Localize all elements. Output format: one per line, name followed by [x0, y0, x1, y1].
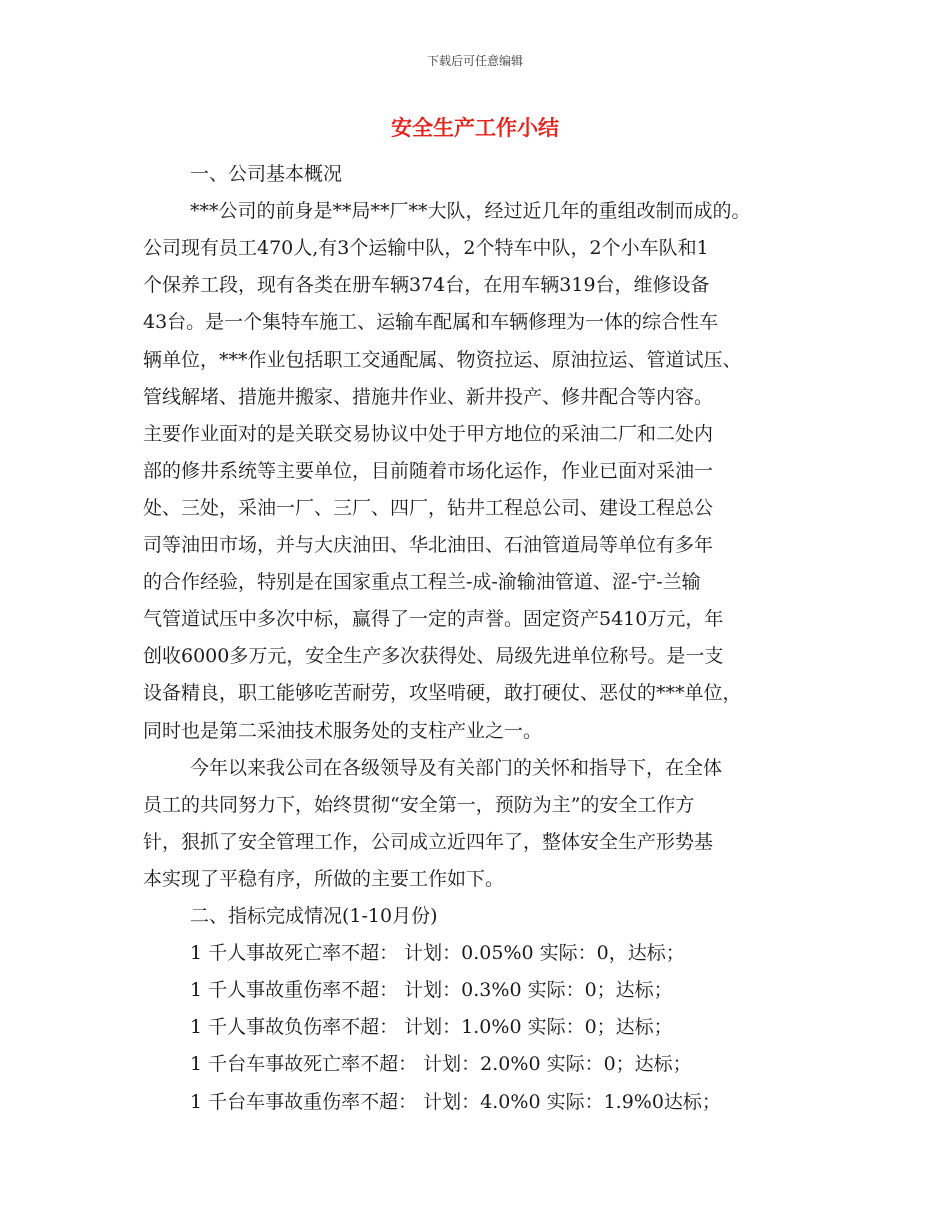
text-line: 处、三处，采油一厂、三厂、四厂，钻井工程总公司、建设工程总公	[143, 497, 714, 519]
text-line: 针，狠抓了安全管理工作，公司成立近四年了，整体安全生产形势基	[143, 831, 714, 853]
text-line: 气管道试压中多次中标，赢得了一定的声誉。固定资产5410万元，年	[143, 608, 724, 630]
text-line: 1 千人事故负伤率不超： 计划：1.0%0 实际：0；达标；	[190, 1016, 673, 1038]
text-line: 员工的共同努力下，始终贯彻“安全第一，预防为主”的安全工作方	[143, 794, 695, 816]
text-line: ***公司的前身是**局**厂**大队，经过近几年的重组改制而成的。	[190, 200, 751, 222]
document-title: 安全生产工作小结	[391, 115, 559, 140]
text-line: 1 千台车事故重伤率不超： 计划：4.0%0 实际：1.9%0达标；	[190, 1091, 721, 1113]
text-line: 43台。是一个集特车施工、运输车配属和车辆修理为一体的综合性车	[143, 311, 719, 333]
text-line: 一、公司基本概况	[190, 163, 343, 185]
page-header: 下载后可任意编辑	[426, 54, 523, 68]
text-line: 1 千人事故死亡率不超： 计划：0.05%0 实际：0，达标；	[190, 942, 685, 964]
text-line: 辆单位，***作业包括职工交通配属、物资拉运、原油拉运、管道试压、	[143, 349, 742, 371]
text-line: 公司现有员工470人,有3个运输中队，2个特车中队，2个小车队和1	[143, 237, 709, 259]
text-line: 管线解堵、措施井搬家、措施井作业、新井投产、修井配合等内容。	[143, 386, 714, 408]
text-line: 部的修井系统等主要单位，目前随着市场化运作，作业已面对采油一	[143, 460, 714, 482]
text-line: 主要作业面对的是关联交易协议中处于甲方地位的采油二厂和二处内	[143, 423, 714, 445]
text-line: 本实现了平稳有序，所做的主要工作如下。	[143, 868, 505, 890]
text-line: 司等油田市场，并与大庆油田、华北油田、石油管道局等单位有多年	[143, 534, 714, 556]
text-line: 1 千台车事故死亡率不超： 计划：2.0%0 实际：0；达标；	[190, 1053, 692, 1075]
text-line: 设备精良，职工能够吃苦耐劳，攻坚啃硬，敢打硬仗、恶仗的***单位，	[143, 682, 742, 704]
text-line: 同时也是第二采油技术服务处的支柱产业之一。	[143, 720, 543, 742]
text-line: 今年以来我公司在各级领导及有关部门的关怀和指导下，在全体	[190, 757, 723, 779]
text-line: 1 千人事故重伤率不超： 计划：0.3%0 实际：0；达标；	[190, 979, 673, 1001]
text-line: 个保养工段，现有各类在册车辆374台，在用车辆319台，维修设备	[143, 274, 710, 296]
text-line: 的合作经验，特别是在国家重点工程兰-成-渝输油管道、涩-宁-兰输	[143, 571, 701, 593]
text-line: 创收6000多万元，安全生产多次获得处、局级先进单位称号。是一支	[143, 645, 724, 667]
text-line: 二、指标完成情况(1-10月份)	[190, 905, 438, 927]
